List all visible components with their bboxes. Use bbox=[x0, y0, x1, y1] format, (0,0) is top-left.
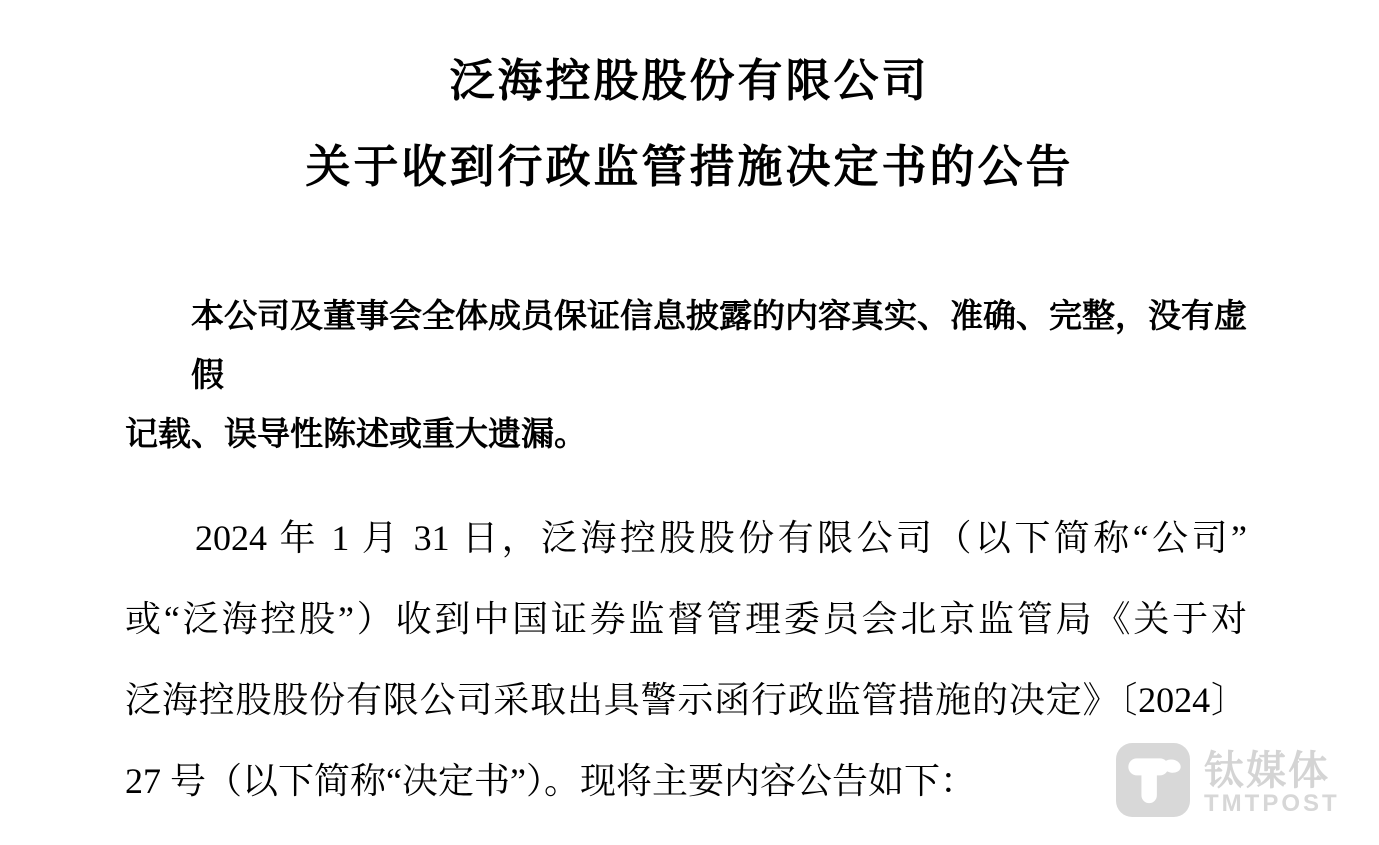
tmtpost-watermark bbox=[1116, 743, 1340, 817]
tmtpost-english-name: TMTPOST bbox=[1204, 790, 1340, 817]
body-line-2: 或“泛海控股”）收到中国证券监督管理委员会北京监管局《关于对 bbox=[125, 599, 1247, 639]
announcement-body-paragraph bbox=[125, 498, 1247, 822]
tmtpost-chinese-name: 钛媒体 bbox=[1204, 749, 1330, 793]
announcement-subject-title: 关于收到行政监管措施决定书的公告 bbox=[305, 142, 1074, 192]
body-line-4: 27 号（以下简称“决定书”）。现将主要内容公告如下： bbox=[125, 761, 976, 801]
body-line-3: 泛海控股股份有限公司采取出具警示函行政监管措施的决定》〔2024〕 bbox=[125, 680, 1247, 720]
company-name-title: 泛海控股股份有限公司 bbox=[449, 56, 930, 106]
body-line-1: 2024 年 1 月 31 日，泛海控股股份有限公司（以下简称“公司” bbox=[195, 518, 1247, 558]
document-title bbox=[0, 38, 1379, 210]
disclaimer-line-2: 记载、误导性陈述或重大遗漏。 bbox=[125, 417, 587, 453]
board-disclaimer-paragraph bbox=[125, 288, 1247, 465]
disclaimer-line-1: 本公司及董事会全体成员保证信息披露的内容真实、准确、完整，没有虚假 bbox=[191, 299, 1247, 394]
tmtpost-logo-icon bbox=[1116, 743, 1190, 817]
tmtpost-wordmark bbox=[1204, 743, 1340, 817]
